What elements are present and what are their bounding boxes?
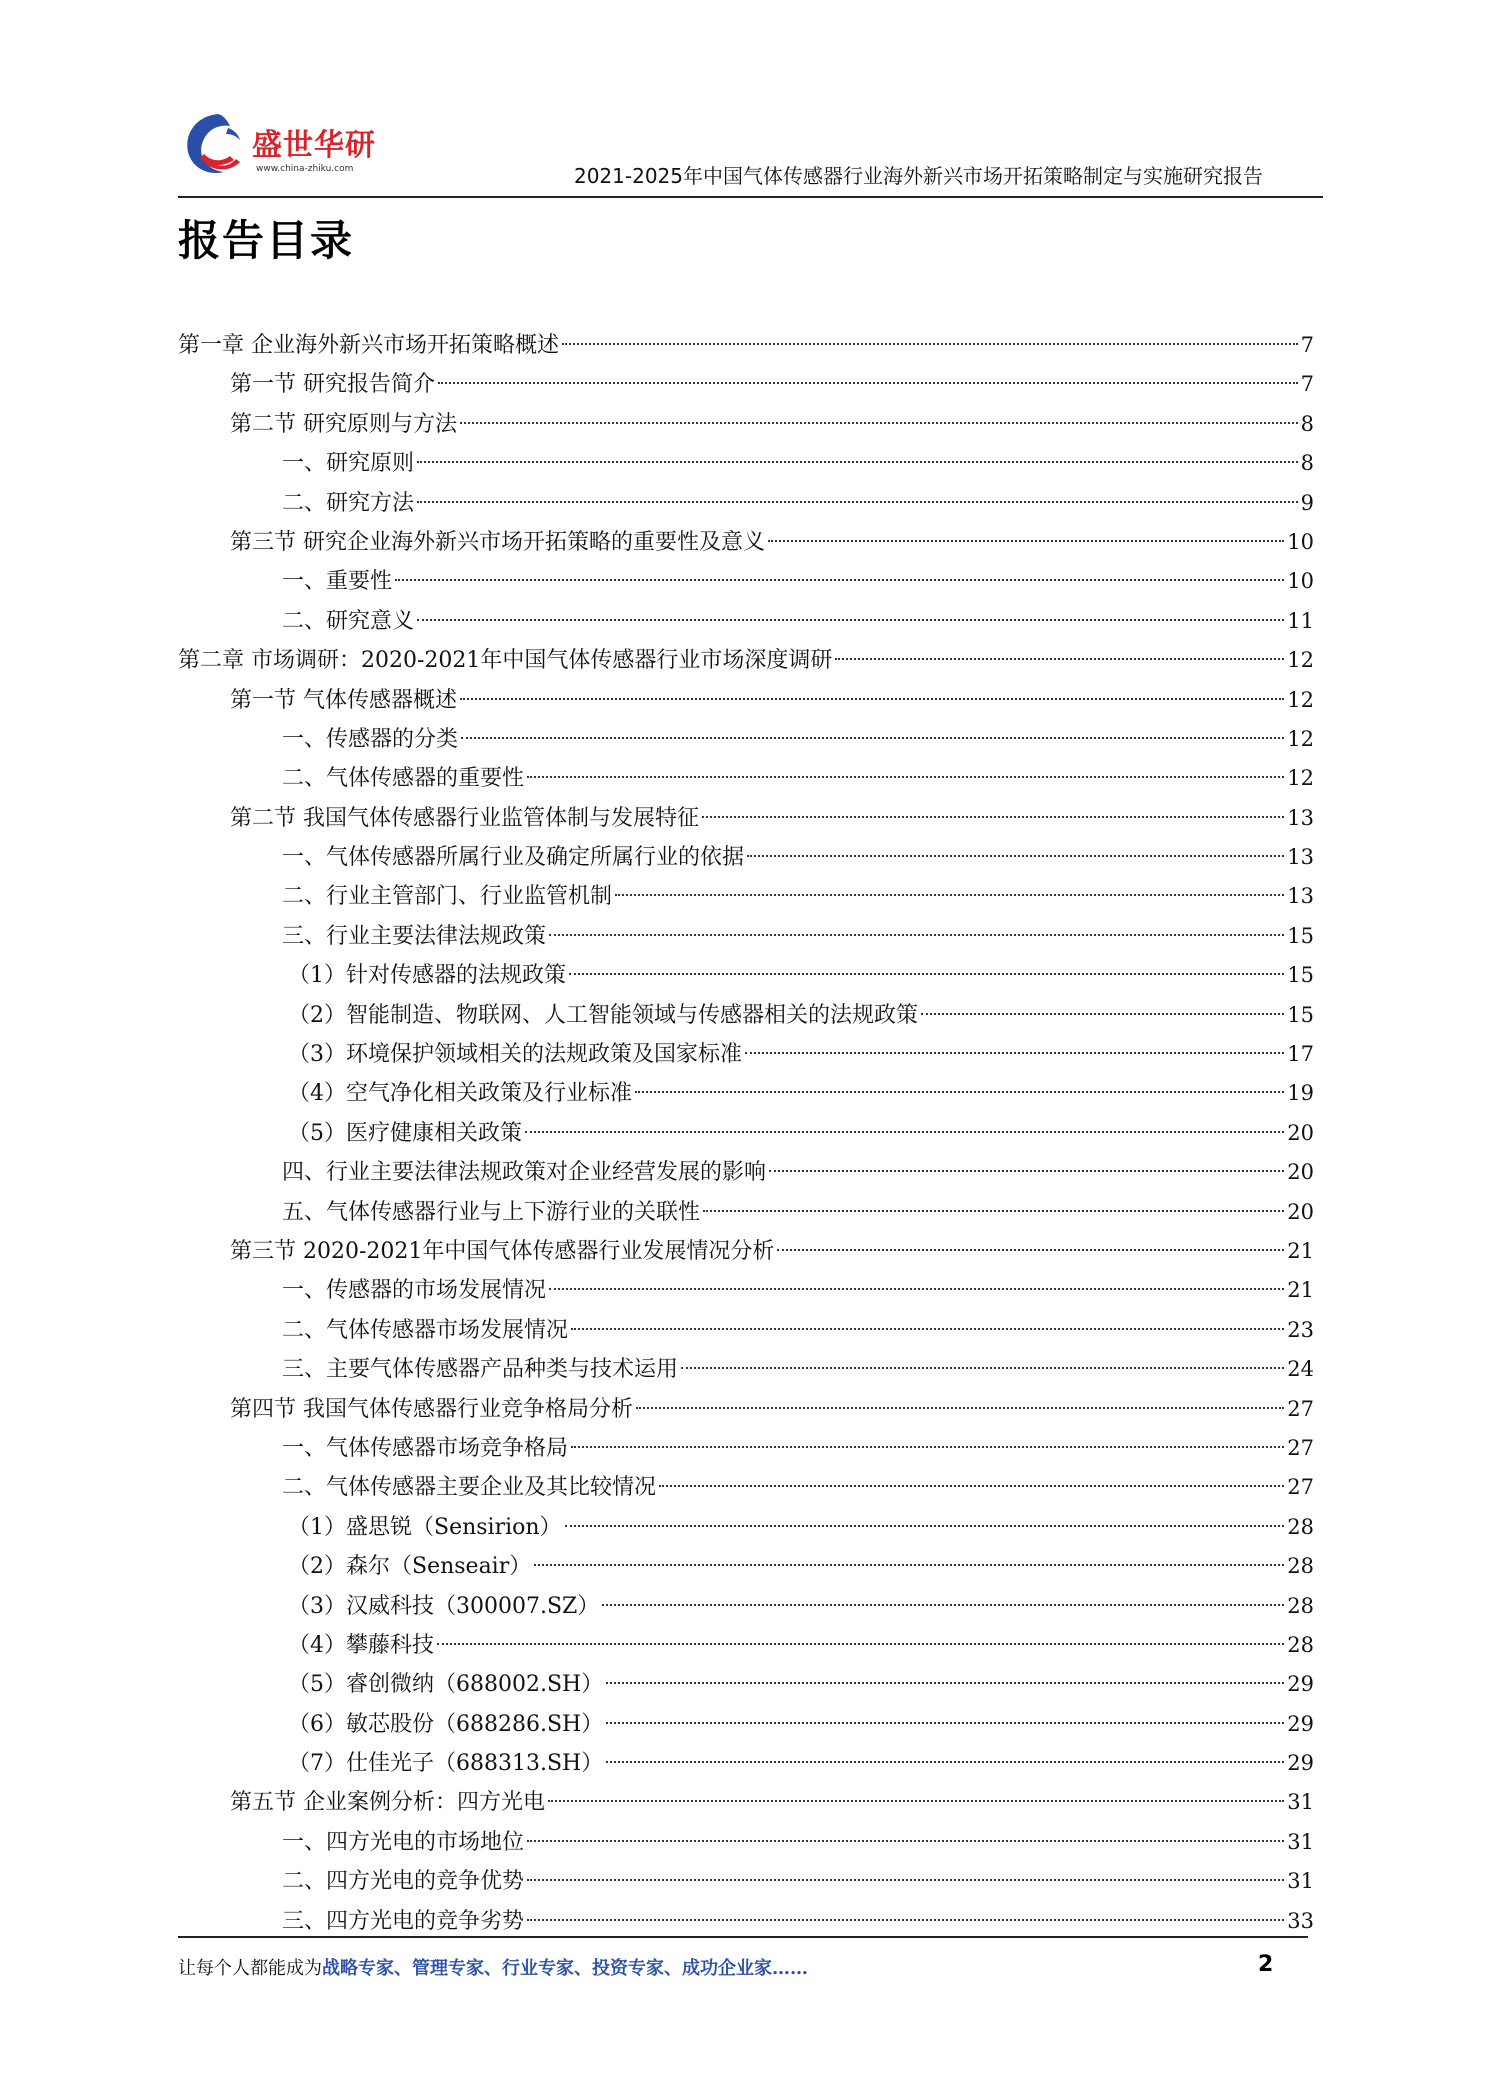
toc-entry-title: （1）针对传感器的法规政策 [288,963,566,989]
logo-name: 盛世华研 [252,128,376,163]
toc-entry-title: 二、四方光电的竞争优势 [282,1869,525,1895]
toc-entry[interactable] [178,365,1314,404]
toc-entry-page: 20 [1287,1120,1314,1145]
table-of-contents [178,326,1314,1941]
toc-entry-page: 20 [1287,1160,1314,1185]
toc-dot-leader [548,1799,1284,1802]
toc-entry[interactable] [178,1705,1314,1744]
toc-entry-page: 31 [1287,1829,1314,1854]
toc-entry-page: 21 [1287,1238,1314,1263]
toc-dot-leader [571,1445,1284,1448]
toc-entry-page: 27 [1287,1396,1314,1421]
toc-entry[interactable] [178,996,1314,1035]
toc-entry-page: 12 [1287,766,1314,791]
toc-entry-page: 21 [1287,1278,1314,1303]
toc-entry-title: （2）智能制造、物联网、人工智能领域与传感器相关的法规政策 [288,1002,918,1028]
toc-entry-title: 第二节 我国气体传感器行业监管体制与发展特征 [230,805,699,831]
toc-entry[interactable] [178,1074,1314,1113]
toc-entry-title: 三、四方光电的竞争劣势 [282,1908,525,1934]
toc-dot-leader [615,893,1284,896]
toc-entry-page: 28 [1287,1514,1314,1539]
toc-entry-title: 第三节 2020-2021年中国气体传感器行业发展情况分析 [230,1238,775,1264]
toc-entry-page: 8 [1300,451,1314,476]
toc-entry-title: 一、气体传感器市场竞争格局 [282,1435,569,1461]
footer-slogan-prefix: 让每个人都能成为 [178,1958,322,1979]
toc-dot-leader [437,1642,1284,1645]
toc-dot-leader [461,736,1284,739]
toc-dot-leader [460,697,1284,700]
toc-entry-title: 第二节 研究原则与方法 [230,411,457,437]
toc-entry-page: 29 [1287,1672,1314,1697]
toc-dot-leader [769,1169,1284,1172]
logo-url: www.china-zhiku.com [256,164,354,174]
toc-entry-title: （2）森尔（Senseair） [288,1554,532,1580]
toc-entry-title: （5）睿创微纳（688002.SH） [288,1672,604,1698]
toc-entry-page: 27 [1287,1435,1314,1460]
toc-entry-title: 第一节 研究报告简介 [230,372,435,398]
toc-dot-leader [460,421,1298,424]
toc-dot-leader [395,578,1284,581]
toc-dot-leader [768,539,1284,542]
toc-entry-page: 27 [1287,1475,1314,1500]
toc-entry-page: 10 [1287,569,1314,594]
toc-entry-title: （5）医疗健康相关政策 [288,1120,522,1146]
toc-entry-title: （4）空气净化相关政策及行业标准 [288,1081,632,1107]
toc-entry-title: 二、气体传感器的重要性 [282,766,525,792]
company-logo [178,106,388,196]
page-title: 报告目录 [178,216,355,265]
toc-entry-title: 四、行业主要法律法规政策对企业经营发展的影响 [282,1160,767,1186]
toc-dot-leader [747,854,1284,857]
toc-entry-title: 第一章 企业海外新兴市场开拓策略概述 [178,333,559,358]
toc-entry-page: 15 [1287,963,1314,988]
toc-dot-leader [606,1681,1284,1684]
toc-entry-page: 17 [1287,1042,1314,1067]
toc-dot-leader [703,1209,1284,1212]
toc-entry-page: 31 [1287,1790,1314,1815]
toc-entry-title: 二、研究意义 [282,608,415,634]
toc-entry-page: 31 [1287,1869,1314,1894]
toc-dot-leader [635,1090,1284,1093]
toc-dot-leader [636,1406,1284,1409]
toc-entry[interactable] [178,720,1314,759]
toc-entry[interactable] [178,1311,1314,1350]
page-number: 2 [1258,1952,1274,1977]
toc-entry[interactable] [178,484,1314,523]
toc-entry-page: 7 [1300,333,1314,357]
toc-entry-page: 15 [1287,1002,1314,1027]
toc-entry-title: 一、重要性 [282,569,393,595]
toc-dot-leader [835,657,1284,660]
toc-dot-leader [525,1130,1284,1133]
toc-entry-title: （1）盛思锐（Sensirion） [288,1514,562,1540]
toc-dot-leader [527,1839,1284,1842]
toc-dot-leader [565,1524,1285,1527]
toc-dot-leader [417,618,1284,621]
toc-entry-title: 三、行业主要法律法规政策 [282,923,547,949]
toc-entry-title: 一、研究原则 [282,451,415,477]
toc-entry-page: 19 [1287,1081,1314,1106]
toc-dot-leader [659,1484,1284,1487]
toc-entry[interactable] [178,523,1314,562]
toc-entry-title: 一、气体传感器所属行业及确定所属行业的依据 [282,845,745,871]
toc-entry[interactable] [178,1153,1314,1192]
toc-entry-title: 第四节 我国气体传感器行业竞争格局分析 [230,1396,633,1422]
toc-entry-page: 33 [1287,1908,1314,1933]
toc-dot-leader [527,1878,1284,1881]
toc-entry-page: 9 [1300,490,1314,515]
toc-entry-title: 第三节 研究企业海外新兴市场开拓策略的重要性及意义 [230,529,765,555]
logo-swirl-icon [178,106,258,186]
toc-dot-leader [549,1287,1284,1290]
toc-dot-leader [681,1366,1284,1369]
toc-entry[interactable] [178,1350,1314,1389]
toc-entry-title: 二、气体传感器市场发展情况 [282,1317,569,1343]
toc-entry-title: 第二章 市场调研：2020-2021年中国气体传感器行业市场深度调研 [178,648,833,674]
toc-entry-title: 五、气体传感器行业与上下游行业的关联性 [282,1199,701,1225]
toc-entry-page: 29 [1287,1711,1314,1736]
toc-entry[interactable] [178,1547,1314,1586]
toc-entry-page: 10 [1287,529,1314,554]
toc-entry-title: 第五节 企业案例分析：四方光电 [230,1790,545,1816]
toc-entry-page: 8 [1300,411,1314,436]
toc-entry-page: 7 [1300,372,1314,397]
toc-entry-page: 29 [1287,1751,1314,1776]
toc-entry-page: 28 [1287,1554,1314,1579]
toc-entry[interactable] [178,1390,1314,1429]
toc-entry-page: 24 [1287,1357,1314,1382]
toc-entry[interactable] [178,326,1314,365]
toc-dot-leader [549,933,1284,936]
toc-dot-leader [777,1248,1284,1251]
toc-entry[interactable] [178,1665,1314,1704]
toc-dot-leader [602,1603,1284,1606]
toc-entry-page: 15 [1287,923,1314,948]
toc-entry[interactable] [178,1744,1314,1783]
toc-entry[interactable] [178,1823,1314,1862]
toc-entry-page: 28 [1287,1632,1314,1657]
toc-entry-title: 一、四方光电的市场地位 [282,1829,525,1855]
toc-dot-leader [569,972,1284,975]
toc-entry-title: （7）仕佳光子（688313.SH） [288,1751,604,1777]
toc-entry[interactable] [178,759,1314,798]
toc-entry[interactable] [178,444,1314,483]
header-divider [178,196,1323,198]
toc-entry-title: （4）攀藤科技 [288,1632,434,1658]
toc-entry[interactable] [178,681,1314,720]
toc-entry-title: （6）敏芯股份（688286.SH） [288,1711,604,1737]
toc-dot-leader [702,815,1284,818]
toc-entry-title: 二、研究方法 [282,490,415,516]
toc-dot-leader [606,1760,1284,1763]
toc-entry-title: 第一节 气体传感器概述 [230,687,457,713]
toc-entry[interactable] [178,1429,1314,1468]
toc-dot-leader [417,460,1298,463]
toc-entry[interactable] [178,1862,1314,1901]
toc-entry[interactable] [178,877,1314,916]
toc-dot-leader [527,1918,1284,1921]
toc-entry[interactable] [178,1587,1314,1626]
toc-entry[interactable] [178,1468,1314,1507]
toc-dot-leader [745,1051,1284,1054]
toc-entry[interactable] [178,917,1314,956]
toc-entry[interactable] [178,799,1314,838]
toc-entry[interactable] [178,405,1314,444]
toc-entry-page: 28 [1287,1593,1314,1618]
toc-entry-title: 二、气体传感器主要企业及其比较情况 [282,1475,657,1501]
report-title: 2021-2025年中国气体传感器行业海外新兴市场开拓策略制定与实施研究报告 [573,164,1263,188]
toc-entry[interactable] [178,641,1314,680]
toc-entry-title: 一、传感器的分类 [282,726,459,752]
footer-slogan [178,1954,808,1980]
footer-slogan-highlight: 战略专家、管理专家、行业专家、投资专家、成功企业家…… [322,1958,808,1979]
toc-entry-page: 12 [1287,648,1314,673]
toc-entry-page: 11 [1287,608,1314,633]
toc-entry-page: 13 [1287,884,1314,909]
toc-entry-title: 三、主要气体传感器产品种类与技术运用 [282,1357,679,1383]
toc-dot-leader [417,500,1298,503]
toc-entry[interactable] [178,1232,1314,1271]
toc-entry-page: 23 [1287,1317,1314,1342]
toc-dot-leader [571,1327,1284,1330]
toc-entry-page: 20 [1287,1199,1314,1224]
toc-entry-title: （3）环境保护领域相关的法规政策及国家标准 [288,1042,742,1068]
toc-entry[interactable] [178,956,1314,995]
toc-dot-leader [438,381,1298,384]
toc-entry-title: 二、行业主管部门、行业监管机制 [282,884,613,910]
toc-entry-page: 12 [1287,726,1314,751]
toc-entry[interactable] [178,1783,1314,1822]
footer-divider [178,1936,1308,1938]
toc-entry[interactable] [178,1626,1314,1665]
toc-entry-title: 一、传感器的市场发展情况 [282,1278,547,1304]
toc-entry-page: 13 [1287,845,1314,870]
toc-entry[interactable] [178,1193,1314,1232]
page-header [178,96,1323,196]
toc-entry-page: 12 [1287,687,1314,712]
toc-dot-leader [606,1721,1284,1724]
toc-dot-leader [534,1563,1284,1566]
toc-entry[interactable] [178,1035,1314,1074]
toc-entry-title: （3）汉威科技（300007.SZ） [288,1593,600,1619]
toc-dot-leader [562,342,1298,345]
toc-entry-page: 13 [1287,805,1314,830]
toc-entry[interactable] [178,838,1314,877]
toc-entry[interactable] [178,562,1314,601]
toc-entry[interactable] [178,602,1314,641]
toc-entry[interactable] [178,1114,1314,1153]
toc-entry[interactable] [178,1508,1314,1547]
toc-dot-leader [527,775,1284,778]
toc-dot-leader [921,1012,1284,1015]
toc-entry[interactable] [178,1271,1314,1310]
